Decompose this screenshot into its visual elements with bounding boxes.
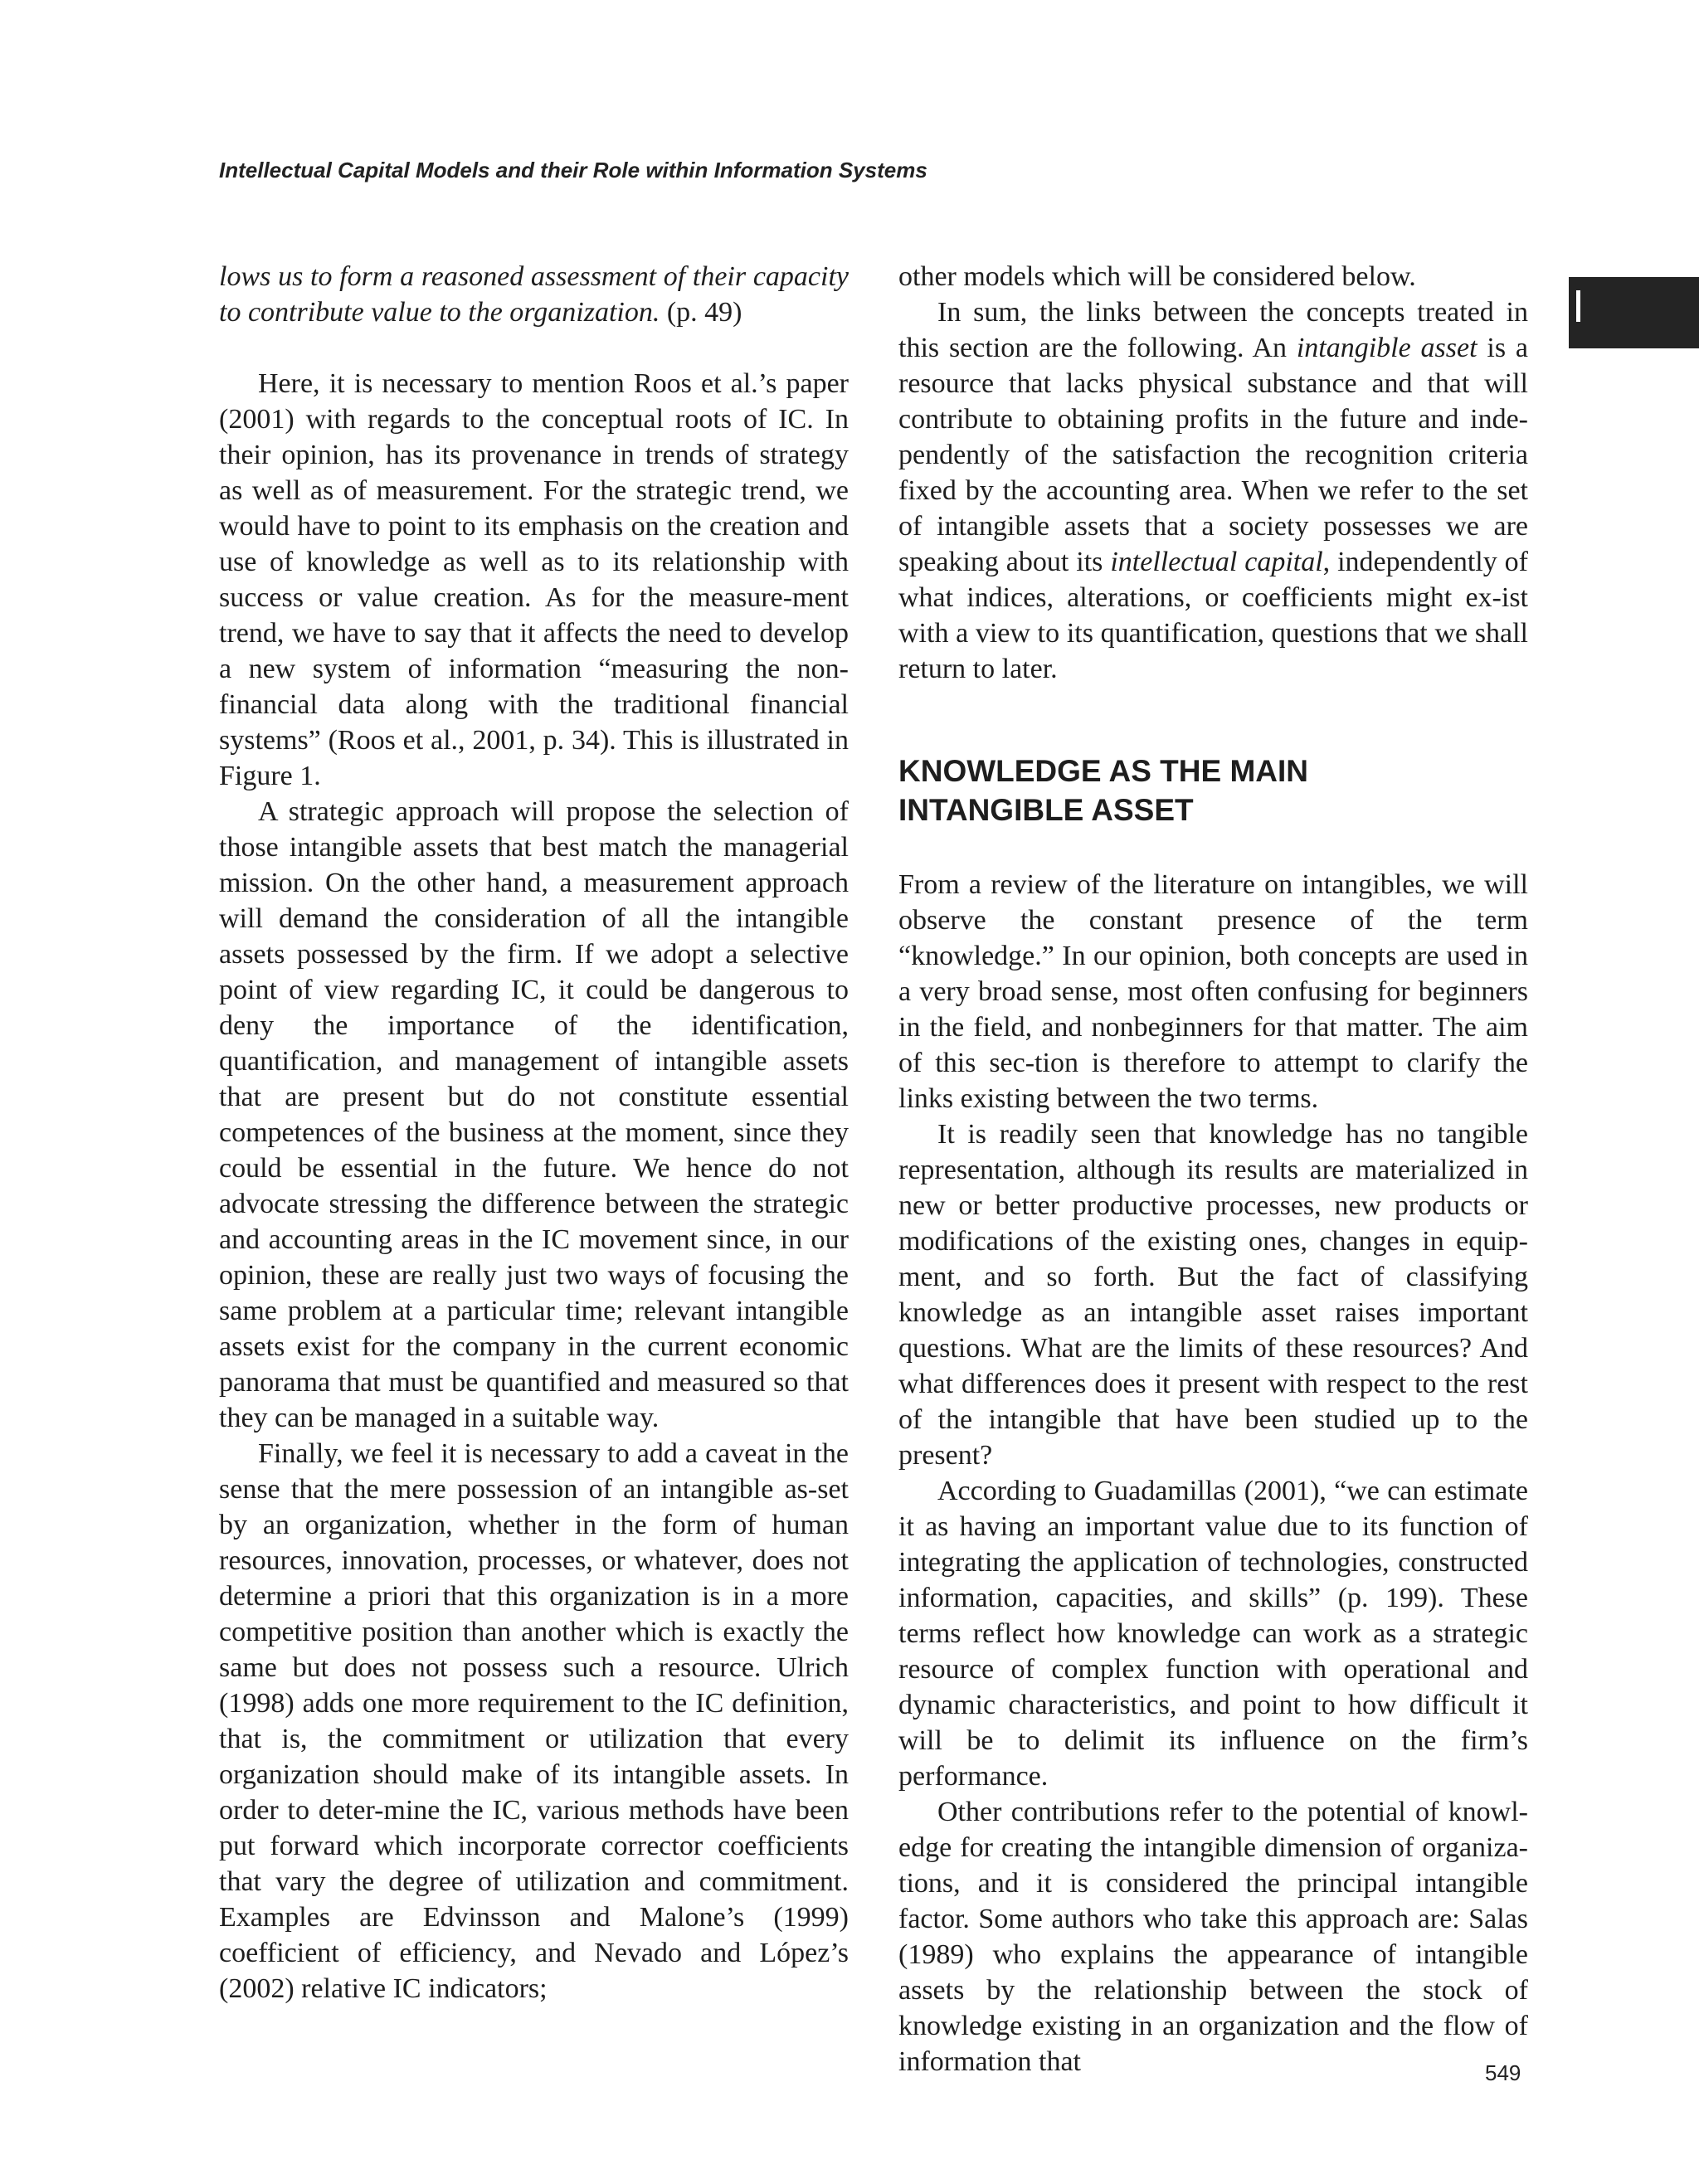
summary-paragraph [898, 294, 1528, 687]
quote-citation: (p. 49) [666, 297, 742, 328]
body-paragraph: Finally, we feel it is necessary to add a caveat in the sense that the mere possession of an intangible as-set by an organization, whether in the form of human resources, innovation, processes, or whatever, does not determine a priori that this organization is in a more competitive position than another which is exactly the same but does not possess such a resource. Ulrich (1998) adds one more requirement to the IC definition, that is, the commitment or utilization that every organization should make of its intangible assets. In order to deter-mine the IC, various methods have been put forward which incorporate corrector coefficients that vary the degree of utilization and commitment. Examples are Edvinsson and Malone’s (1999) coefficient of efficiency, and Nevado and López’s (2002) relative IC indicators; [219, 1438, 849, 2004]
chapter-thumb-tab [1569, 277, 1699, 348]
body-paragraph: A strategic approach will propose the selection of those intangible assets that best match the managerial mission. On the other hand, a measurement approach will demand the consideration of all the intangible assets possessed by the firm. If we adopt a selective point of view regarding IC, it could be dangerous to deny the importance of the identification, quantification, and management of intangible assets that are present but do not constitute essential competences of the business at the moment, since they could be essential in the future. We hence do not advocate stressing the difference between the strategic and accounting areas in the IC movement since, in our opinion, these are really just two ways of focusing the same problem at a particular time; relevant intangible assets exist for the company in the current economic panorama that must be quantified and measured so that they can be managed in a suitable way. [219, 796, 849, 1433]
body-paragraph: From a review of the literature on intangibles, we will observe the constant presence of the term “knowledge.” In our opinion, both concepts are used in a very broad sense, most often confusing for beginners in the field, and nonbeginners for that matter. The aim of this sec-tion is therefore to attempt to clarify the links existing between the two terms. [898, 869, 1528, 1114]
continuation-paragraph: other models which will be considered below. [898, 261, 1416, 292]
body-paragraph: Other contributions refer to the potential of knowl-edge for creating the intangible dimension of organiza-tions, and it is considered the principal intangible factor. Some authors who take this approach are: Salas (1989) who explains the appearance of intangible assets by the relationship between the stock of knowledge existing in an organization and the flow of information that [898, 1797, 1528, 2077]
body-paragraph: According to Guadamillas (2001), “we can estimate it as having an important value due to its function of integrating the application of technologies, constructed information, capacities, and skills” (p. 199). These terms reflect how knowledge can work as a strategic resource of complex function with operational and dynamic characteristics, and point to how difficult it will be to delimit its influence on the firm’s performance. [898, 1476, 1528, 1792]
summary-text: In sum, the links between the concepts treated in this section are the following. An [898, 297, 1528, 363]
chapter-thumb-mark [1576, 290, 1580, 322]
term-intangible-asset: intangible asset [1296, 333, 1477, 363]
section-heading-line-2: INTANGIBLE ASSET [898, 793, 1194, 827]
section-heading-line-1: KNOWLEDGE AS THE MAIN [898, 754, 1309, 788]
body-paragraph: Here, it is necessary to mention Roos et al.’s paper (2001) with regards to the conceptual roots of IC. In their opinion, has its provenance in trends of strategy as well as of measurement. For the strategic trend, we would have to point to its emphasis on the creation and use of knowledge as well as to its relationship with success or value creation. As for the measure-ment trend, we have to say that it affects the need to develop a new system of information “measuring the non-financial data along with the traditional financial systems” (Roos et al., 2001, p. 34). This is illustrated in Figure 1. [219, 368, 849, 791]
block-quote-continuation [219, 259, 849, 330]
quote-text: lows us to form a reasoned assessment of their capacity to contribute value to the organization. [219, 261, 849, 328]
body-paragraph: It is readily seen that knowledge has no tangible representation, although its results are materialized in new or better productive processes, new products or modifications of the existing ones, changes in equip-ment, and so forth. But the fact of classifying knowledge as an intangible asset raises important questions. What are the limits of these resources? And what differences does it present with respect to the rest of the intangible that have been studied up to the present? [898, 1119, 1528, 1471]
left-column [219, 259, 849, 2006]
summary-text: is a resource that lacks physical substance and that will contribute to obtaining profits in the future and inde-pendently of the satisfaction the recognition criteria fixed by the accounting area. When we refer to the set of intangible assets that a society possesses we are speaking about its [898, 333, 1528, 577]
right-column [898, 259, 1528, 2079]
page-number: 549 [1485, 2060, 1521, 2085]
summary-text: , independently of what indices, alterations, or coefficients might ex-ist with a view to its quantification, questions that we shall return to later. [898, 547, 1528, 684]
section-heading [898, 752, 1528, 829]
running-head-title: Intellectual Capital Models and their Role within Information Systems [219, 158, 927, 182]
term-intellectual-capital: intellectual capital [1110, 547, 1323, 577]
